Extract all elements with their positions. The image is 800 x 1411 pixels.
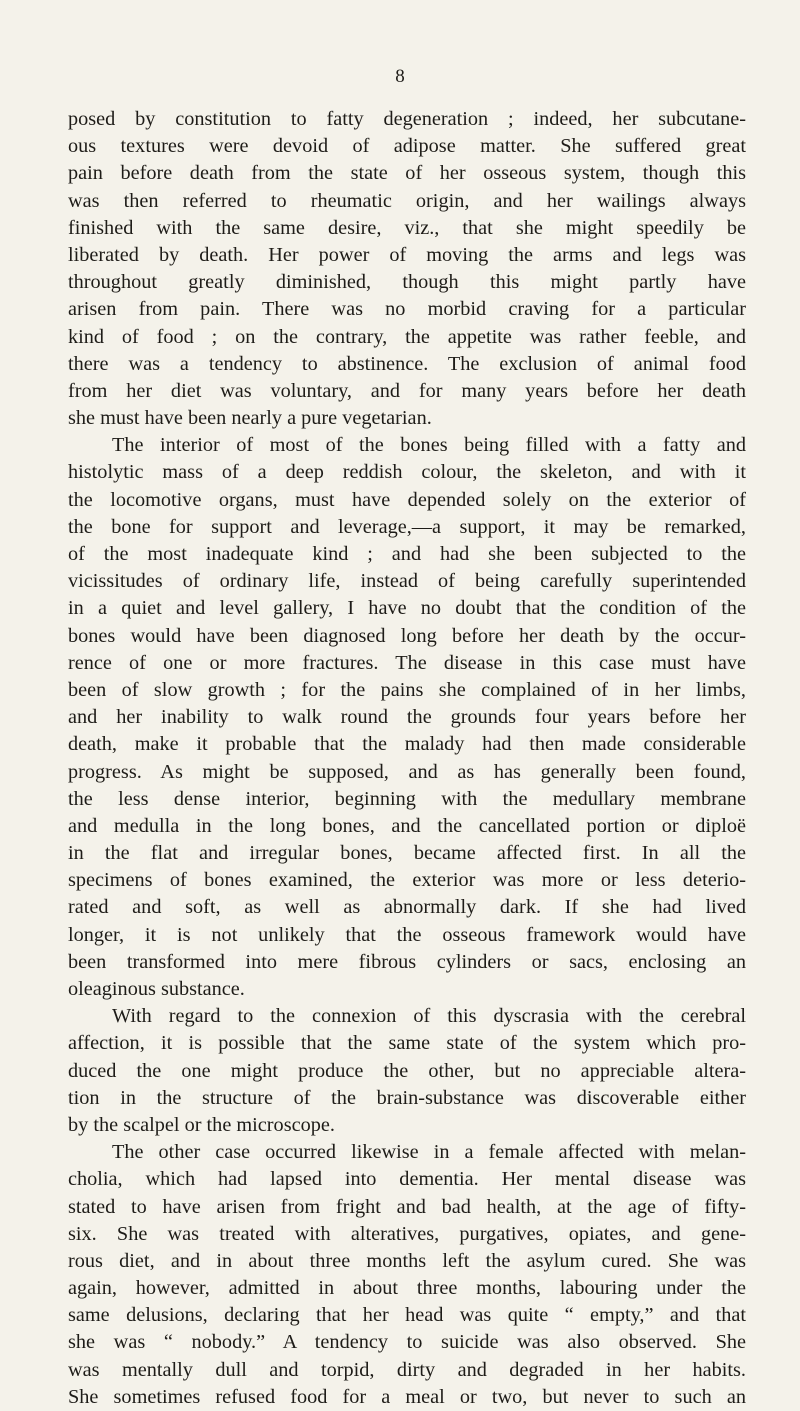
- text-line: liberated by death. Her power of moving the arms and legs was: [68, 243, 746, 266]
- text-line: throughout greatly diminished, though this might partly have: [68, 271, 746, 294]
- page-number: 8: [395, 66, 405, 87]
- text-line: With regard to the connexion of this dyscrasia with the cerebral: [112, 1005, 746, 1028]
- text-line: rence of one or more fractures. The disease in this case must have: [68, 651, 746, 674]
- text-line: same delusions, declaring that her head was quite “ empty,” and that: [68, 1304, 746, 1327]
- text-line: oleaginous substance.: [68, 978, 245, 1000]
- text-line: tion in the structure of the brain-substance was discoverable either: [68, 1086, 746, 1109]
- text-line: posed by constitution to fatty degeneration ; indeed, her subcutane-: [68, 108, 746, 130]
- text-line: affection, it is possible that the same state of the system which pro-: [68, 1032, 746, 1055]
- text-line: been of slow growth ; for the pains she complained of in her limbs,: [68, 678, 746, 701]
- text-line: specimens of bones examined, the exterior was more or less deterio-: [68, 869, 746, 892]
- text-line: the bone for support and leverage,—a support, it may be remarked,: [68, 515, 746, 538]
- text-line: the locomotive organs, must have depended solely on the exterior of: [68, 488, 746, 511]
- text-line: duced the one might produce the other, but no appreciable altera-: [68, 1059, 746, 1082]
- text-line: was then referred to rheumatic origin, and her wailings always: [68, 189, 746, 212]
- text-line: she was “ nobody.” A tendency to suicide was also observed. She: [68, 1331, 746, 1354]
- text-line: there was a tendency to abstinence. The exclusion of animal food: [68, 352, 746, 375]
- text-line: in the flat and irregular bones, became affected first. In all the: [68, 842, 746, 865]
- text-line: again, however, admitted in about three months, labouring under the: [68, 1277, 746, 1300]
- text-line: and her inability to walk round the grounds four years before her: [68, 706, 746, 729]
- text-line: histolytic mass of a deep reddish colour, the skeleton, and with it: [68, 461, 746, 484]
- text-line: in a quiet and level gallery, I have no doubt that the condition of the: [68, 597, 746, 620]
- text-line: The other case occurred likewise in a female affected with melan-: [112, 1141, 746, 1164]
- text-line: cholia, which had lapsed into dementia. Her mental disease was: [68, 1168, 746, 1191]
- text-line: and medulla in the long bones, and the cancellated portion or diploë: [68, 814, 746, 837]
- text-line: vicissitudes of ordinary life, instead of being carefully superintended: [68, 570, 746, 593]
- text-line: been transformed into mere fibrous cylinders or sacs, enclosing an: [68, 950, 746, 973]
- text-line: arisen from pain. There was no morbid craving for a particular: [68, 298, 746, 321]
- text-line: stated to have arisen from fright and bad health, at the age of fifty-: [68, 1195, 746, 1218]
- text-line: death, make it probable that the malady had then made considerable: [68, 733, 746, 756]
- text-line: ous textures were devoid of adipose matter. She suffered great: [68, 135, 746, 158]
- text-line: from her diet was voluntary, and for many years before her death: [68, 379, 746, 402]
- text-line: by the scalpel or the microscope.: [68, 1113, 335, 1136]
- text-line: The interior of most of the bones being filled with a fatty and: [112, 434, 746, 457]
- text-line: She sometimes refused food for a meal or two, but never to such an: [68, 1385, 746, 1408]
- text-line: longer, it is not unlikely that the osseous framework would have: [68, 923, 746, 946]
- text-line: pain before death from the state of her osseous system, though this: [68, 162, 746, 185]
- text-line: rated and soft, as well as abnormally dark. If she had lived: [68, 896, 746, 919]
- text-line: progress. As might be supposed, and as has generally been found,: [68, 760, 746, 783]
- text-line: bones would have been diagnosed long before her death by the occur-: [68, 624, 746, 647]
- text-line: finished with the same desire, viz., that she might speedily be: [68, 216, 746, 239]
- text-line: six. She was treated with alteratives, purgatives, opiates, and gene-: [68, 1222, 746, 1245]
- text-line: she must have been nearly a pure vegetarian.: [68, 407, 432, 430]
- body-text: [68, 106, 746, 1411]
- text-line: rous diet, and in about three months left the asylum cured. She was: [68, 1249, 746, 1272]
- text-line: kind of food ; on the contrary, the appetite was rather feeble, and: [68, 325, 746, 348]
- text-line: of the most inadequate kind ; and had she been subjected to the: [68, 543, 746, 565]
- text-line: was mentally dull and torpid, dirty and degraded in her habits.: [68, 1358, 746, 1381]
- text-line: the less dense interior, beginning with the medullary membrane: [68, 787, 746, 810]
